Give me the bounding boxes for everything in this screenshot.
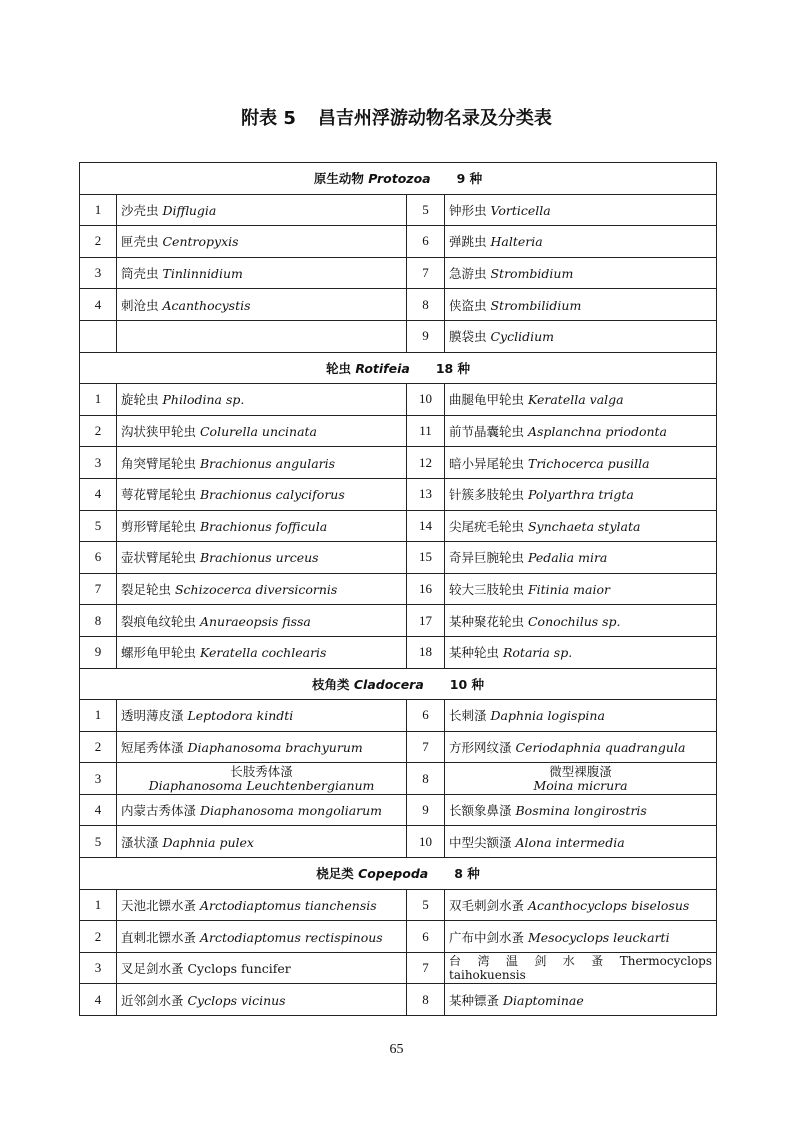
species-name-2: [445, 763, 717, 795]
species-name-latin: Difflugia: [162, 202, 217, 218]
page-title: [0, 104, 793, 130]
species-name-1: [117, 478, 407, 510]
species-name-latin: Brachionus fofficula: [199, 518, 328, 534]
species-number-2: 7: [407, 952, 445, 984]
species-name-cn: 针簇多肢轮虫: [449, 487, 528, 503]
species-name-latin: Trichocerca pusilla: [527, 455, 650, 471]
species-name-latin: Brachionus angularis: [199, 455, 336, 471]
table-row: [80, 984, 717, 1016]
species-name-latin: Diaphanosoma mongoliarum: [199, 803, 383, 819]
species-number-1: 2: [80, 921, 117, 953]
species-name-2: [445, 921, 717, 953]
species-name-2: [445, 794, 717, 826]
species-name-cn: 长额象鼻溞: [449, 803, 516, 819]
species-name-cn: 近邻剑水蚤: [121, 992, 188, 1008]
species-name-cn: 内蒙古秀体溞: [121, 803, 200, 819]
species-name-cn: 中型尖额溞: [449, 834, 516, 850]
species-name-cn: 某种轮虫: [449, 645, 503, 661]
species-name-cn: 曲腿龟甲轮虫: [449, 392, 528, 408]
species-number-2: 6: [407, 226, 445, 258]
species-name-latin: Diaphanosoma brachyurum: [187, 739, 363, 755]
species-number-2: 13: [407, 478, 445, 510]
species-number-2: 5: [407, 889, 445, 921]
species-number-1: 1: [80, 194, 117, 226]
table-title: 昌吉州浮游动物名录及分类表: [317, 108, 552, 129]
section-name-latin: Rotifeia: [355, 360, 410, 376]
table-row: [80, 257, 717, 289]
species-table: [79, 162, 717, 1016]
species-name-cn: 沟状狭甲轮虫: [121, 424, 200, 440]
species-name-1: [117, 636, 407, 668]
section-name-cn: 原生动物: [313, 171, 364, 187]
species-name-cn: 刺沧虫: [121, 297, 163, 313]
species-name-latin: Strombidium: [490, 266, 574, 282]
species-name-cn: 台 湾 温 剑 水 蚤 Thermocyclops taihokuensis: [449, 954, 713, 983]
species-name-latin: Synchaeta stylata: [527, 518, 641, 534]
species-name-cn: 剪形臂尾轮虫: [121, 518, 200, 534]
section-count: 9 种: [456, 171, 483, 187]
species-name-2: [445, 605, 717, 637]
species-number-2: 9: [407, 320, 445, 352]
species-number-1: 1: [80, 384, 117, 416]
species-name-cn: 微型裸腹溞: [549, 763, 612, 779]
species-name-2: [445, 415, 717, 447]
species-name-latin: Fitinia maior: [527, 582, 610, 598]
species-name-1: [117, 447, 407, 479]
species-name-1: [117, 542, 407, 574]
species-name-latin: Colurella uncinata: [199, 424, 317, 440]
species-name-1: [117, 415, 407, 447]
species-name-cn: 溞状溞: [121, 834, 163, 850]
section-header: [80, 858, 717, 890]
species-name-latin: Ceriodaphnia quadrangula: [515, 739, 686, 755]
species-number-1: 4: [80, 289, 117, 321]
species-number-1: 3: [80, 447, 117, 479]
species-name-2: [445, 636, 717, 668]
species-name-cn: 透明薄皮溞: [121, 708, 188, 724]
table-row: [80, 700, 717, 732]
table-row: [80, 763, 717, 795]
species-number-1: 4: [80, 984, 117, 1016]
species-number-1: 3: [80, 763, 117, 795]
species-name-latin: Daphnia pulex: [162, 834, 254, 850]
species-name-cn: 裂足轮虫: [121, 582, 175, 598]
species-number-1: 1: [80, 889, 117, 921]
species-name-latin: Acanthocyclops biselosus: [527, 897, 690, 913]
species-name-2: [445, 320, 717, 352]
species-name-cn: 筒壳虫: [121, 266, 163, 282]
species-name-cn: 前节晶囊轮虫: [449, 424, 528, 440]
species-name-cn: 旋轮虫: [121, 392, 163, 408]
table-label: 附表 5: [241, 108, 296, 129]
species-name-2: [445, 289, 717, 321]
species-name-1: [117, 289, 407, 321]
table-row: [80, 573, 717, 605]
species-name-2: [445, 226, 717, 258]
species-number-2: 6: [407, 700, 445, 732]
species-name-1: [117, 952, 407, 984]
species-name-cn: 螺形龟甲轮虫: [121, 645, 200, 661]
species-name-cn: 角突臂尾轮虫: [121, 455, 200, 471]
species-name-2: [445, 257, 717, 289]
species-name-latin: Conochilus sp.: [527, 613, 621, 629]
species-name-cn: 广布中剑水蚤: [449, 929, 528, 945]
table-row: [80, 889, 717, 921]
species-name-2: [445, 573, 717, 605]
species-number-1: [80, 320, 117, 352]
species-number-2: 6: [407, 921, 445, 953]
species-name-2: [445, 510, 717, 542]
species-number-2: 10: [407, 826, 445, 858]
species-name-1: [117, 731, 407, 763]
species-number-2: 12: [407, 447, 445, 479]
species-number-1: 5: [80, 826, 117, 858]
species-name-cn: 急游虫: [449, 266, 491, 282]
species-name-cn: 长刺溞: [449, 708, 491, 724]
species-name-cn: 萼花臂尾轮虫: [121, 487, 200, 503]
section-header: [80, 668, 717, 700]
section-header-row: [80, 352, 717, 384]
species-name-latin: Brachionus urceus: [199, 550, 319, 566]
species-name-cn: 方形网纹溞: [449, 739, 516, 755]
section-header-row: [80, 668, 717, 700]
species-name-1: [117, 257, 407, 289]
species-name-latin: Leptodora kindti: [187, 708, 294, 724]
species-name-cn: 短尾秀体溞: [121, 739, 188, 755]
species-name-latin: Halteria: [490, 234, 543, 250]
species-number-1: 7: [80, 573, 117, 605]
species-name-cn: 钟形虫: [449, 202, 491, 218]
page-number: 65: [389, 1042, 404, 1057]
species-name-1: [117, 826, 407, 858]
species-name-cn: 直刺北镖水蚤: [121, 929, 200, 945]
species-name-2: [445, 826, 717, 858]
species-number-1: 9: [80, 636, 117, 668]
section-header-row: [80, 163, 717, 195]
species-name-1: [117, 700, 407, 732]
species-name-latin: Diaphanosoma Leuchtenbergianum: [148, 777, 375, 793]
species-name-cn: 较大三肢轮虫: [449, 582, 528, 598]
species-number-2: 8: [407, 289, 445, 321]
species-name-2: [445, 984, 717, 1016]
table-row: [80, 226, 717, 258]
species-number-2: 15: [407, 542, 445, 574]
species-name-cn: 匣壳虫: [121, 234, 163, 250]
species-number-1: 2: [80, 731, 117, 763]
species-name-latin: Tinlinnidium: [162, 266, 243, 282]
species-name-2: [445, 478, 717, 510]
species-name-1: [117, 573, 407, 605]
species-name-1: [117, 194, 407, 226]
species-name-2: [445, 700, 717, 732]
species-name-2: [445, 889, 717, 921]
species-name-latin: Acanthocystis: [162, 297, 251, 313]
table-row: [80, 826, 717, 858]
table-row: [80, 478, 717, 510]
species-name-2: [445, 952, 717, 984]
section-count: 8 种: [454, 866, 480, 882]
species-name-1: [117, 794, 407, 826]
table-row: [80, 447, 717, 479]
species-name-latin: Alona intermedia: [515, 834, 625, 850]
species-number-2: 7: [407, 257, 445, 289]
section-name-cn: 桡足类: [316, 866, 354, 882]
species-number-2: 16: [407, 573, 445, 605]
section-header: [80, 163, 717, 195]
table-row: [80, 415, 717, 447]
species-number-2: 14: [407, 510, 445, 542]
section-count: 10 种: [449, 676, 485, 692]
species-name-latin: Cyclops funcifer: [187, 961, 291, 977]
section-name-cn: 轮虫: [325, 360, 351, 376]
species-name-cn: 某种镖蚤: [449, 992, 503, 1008]
table-row: [80, 605, 717, 637]
species-name-latin: Arctodiaptomus tianchensis: [199, 897, 377, 913]
species-name-latin: Polyarthra trigta: [527, 487, 634, 503]
species-number-1: 3: [80, 952, 117, 984]
section-name-latin: Protozoa: [368, 171, 431, 187]
species-name-latin: Anuraeopsis fissa: [199, 613, 311, 629]
table-row: [80, 320, 717, 352]
species-number-2: 8: [407, 984, 445, 1016]
species-name-cn: 长肢秀体溞: [230, 763, 293, 779]
species-name-1: [117, 510, 407, 542]
species-name-latin: Brachionus calyciforus: [199, 487, 345, 503]
section-count: 18 种: [435, 360, 471, 376]
species-number-1: 2: [80, 226, 117, 258]
species-number-2: 8: [407, 763, 445, 795]
species-name-latin: Daphnia logispina: [490, 708, 605, 724]
species-number-1: 2: [80, 415, 117, 447]
species-name-cn: 壶状臂尾轮虫: [121, 550, 200, 566]
table-row: [80, 636, 717, 668]
section-header: [80, 352, 717, 384]
species-number-1: 1: [80, 700, 117, 732]
species-name-latin: Vorticella: [490, 202, 551, 218]
species-name-cn: 弹跳虫: [449, 234, 491, 250]
species-name-latin: Asplanchna priodonta: [527, 424, 668, 440]
species-number-2: 10: [407, 384, 445, 416]
species-name-1: [117, 320, 407, 352]
species-name-latin: Mesocyclops leuckarti: [527, 929, 670, 945]
species-number-2: 17: [407, 605, 445, 637]
species-name-1: [117, 384, 407, 416]
species-name-cn: 奇异巨腕轮虫: [449, 550, 528, 566]
species-name-cn: 某种聚花轮虫: [449, 613, 528, 629]
species-name-latin: Moina micrura: [533, 777, 628, 793]
species-name-cn: 裂痕龟纹轮虫: [121, 613, 200, 629]
species-name-cn: 膜袋虫: [449, 329, 491, 345]
table-row: [80, 542, 717, 574]
species-number-2: 7: [407, 731, 445, 763]
species-number-2: 11: [407, 415, 445, 447]
table-body: [80, 163, 717, 1016]
species-number-1: 5: [80, 510, 117, 542]
table-row: [80, 289, 717, 321]
species-name-latin: Philodina sp.: [162, 392, 245, 408]
species-name-1: [117, 984, 407, 1016]
table-row: [80, 952, 717, 984]
species-number-2: 18: [407, 636, 445, 668]
table-row: [80, 731, 717, 763]
species-name-latin: Centropyxis: [162, 234, 239, 250]
species-name-latin: Schizocerca diversicornis: [174, 582, 338, 598]
species-name-cn: 沙壳虫: [121, 202, 163, 218]
table-row: [80, 921, 717, 953]
species-name-latin: Arctodiaptomus rectispinous: [199, 929, 383, 945]
table-row: [80, 194, 717, 226]
section-name-latin: Cladocera: [353, 676, 424, 692]
species-name-latin: Diaptominae: [502, 992, 584, 1008]
species-name-cn: 暗小异尾轮虫: [449, 455, 528, 471]
species-number-2: 9: [407, 794, 445, 826]
species-name-1: [117, 889, 407, 921]
species-name-latin: Keratella valga: [527, 392, 624, 408]
table-row: [80, 794, 717, 826]
species-name-2: [445, 384, 717, 416]
species-name-2: [445, 194, 717, 226]
species-name-cn: 尖尾疣毛轮虫: [449, 518, 528, 534]
species-name-1: [117, 226, 407, 258]
species-name-cn: 叉足剑水蚤: [121, 961, 188, 977]
table-row: [80, 384, 717, 416]
species-name-latin: Pedalia mira: [527, 550, 608, 566]
table-row: [80, 510, 717, 542]
species-number-1: 8: [80, 605, 117, 637]
species-name-cn: 天池北镖水蚤: [121, 897, 200, 913]
species-name-1: [117, 921, 407, 953]
species-name-latin: Rotaria sp.: [502, 645, 573, 661]
species-name-cn: 侠盗虫: [449, 297, 491, 313]
species-number-1: 4: [80, 478, 117, 510]
species-name-latin: Keratella cochlearis: [199, 645, 327, 661]
species-name-1: [117, 763, 407, 795]
species-number-1: 4: [80, 794, 117, 826]
species-name-2: [445, 731, 717, 763]
species-name-latin: Bosmina longirostris: [515, 803, 647, 819]
species-name-latin: Cyclops vicinus: [187, 992, 286, 1008]
species-name-2: [445, 542, 717, 574]
section-name-latin: Copepoda: [358, 866, 429, 882]
section-name-cn: 枝角类: [311, 676, 350, 692]
section-header-row: [80, 858, 717, 890]
species-number-1: 3: [80, 257, 117, 289]
species-name-latin: Strombilidium: [490, 297, 582, 313]
species-number-2: 5: [407, 194, 445, 226]
species-name-1: [117, 605, 407, 637]
species-name-latin: Cyclidium: [490, 329, 555, 345]
species-number-1: 6: [80, 542, 117, 574]
species-name-2: [445, 447, 717, 479]
species-name-cn: 双毛刺剑水蚤: [449, 897, 528, 913]
